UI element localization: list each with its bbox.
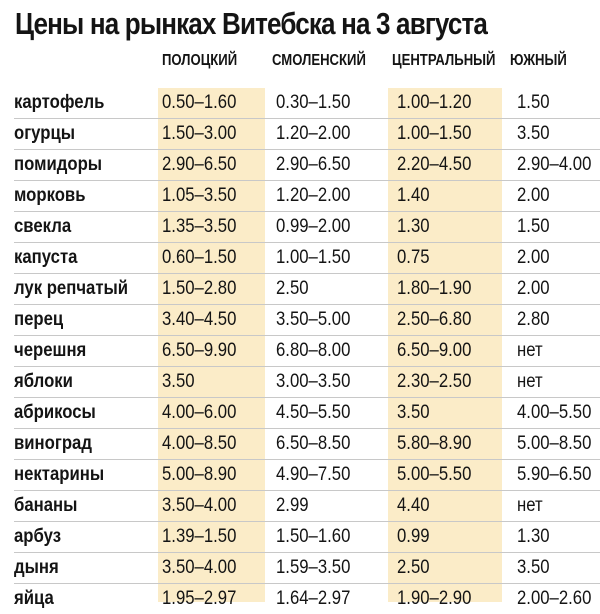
price-cell bbox=[393, 305, 513, 336]
price-cell bbox=[158, 150, 272, 181]
product-name-text: картофель bbox=[14, 88, 104, 118]
product-name bbox=[14, 119, 158, 150]
price-cell bbox=[272, 584, 393, 614]
product-name bbox=[14, 398, 158, 429]
price-cell bbox=[272, 243, 393, 274]
product-name-text: абрикосы bbox=[14, 398, 96, 428]
price-value: 4.90–7.50 bbox=[276, 460, 350, 490]
price-cell bbox=[272, 460, 393, 491]
price-cell bbox=[272, 553, 393, 584]
price-cell bbox=[158, 460, 272, 491]
price-cell bbox=[158, 367, 272, 398]
price-value: 4.00–5.50 bbox=[517, 398, 591, 428]
price-value: 6.50–9.90 bbox=[162, 336, 236, 366]
price-cell bbox=[272, 398, 393, 429]
product-name-text: помидоры bbox=[14, 150, 102, 180]
price-cell bbox=[513, 212, 600, 243]
price-cell bbox=[513, 398, 600, 429]
product-name bbox=[14, 336, 158, 367]
price-value: 2.00–2.60 bbox=[517, 584, 591, 614]
price-value: 3.50 bbox=[517, 119, 550, 149]
price-cell bbox=[272, 522, 393, 553]
price-cell bbox=[513, 522, 600, 553]
price-value: 1.20–2.00 bbox=[276, 119, 350, 149]
price-value: 0.99–2.00 bbox=[276, 212, 350, 242]
price-cell bbox=[272, 305, 393, 336]
price-value: 1.50–3.00 bbox=[162, 119, 236, 149]
price-cell bbox=[272, 119, 393, 150]
price-cell bbox=[393, 212, 513, 243]
price-value: 2.00 bbox=[517, 274, 550, 304]
price-cell bbox=[158, 584, 272, 614]
table-row bbox=[14, 150, 600, 181]
price-cell bbox=[393, 243, 513, 274]
product-name bbox=[14, 212, 158, 243]
price-value: 5.00–5.50 bbox=[397, 460, 471, 490]
price-cell bbox=[272, 367, 393, 398]
price-value: 4.50–5.50 bbox=[276, 398, 350, 428]
price-cell bbox=[513, 429, 600, 460]
price-value: 2.00 bbox=[517, 181, 550, 211]
price-cell bbox=[272, 212, 393, 243]
price-value: 3.40–4.50 bbox=[162, 305, 236, 335]
table-row bbox=[14, 367, 600, 398]
price-value: 1.50–1.60 bbox=[276, 522, 350, 552]
price-value: 1.05–3.50 bbox=[162, 181, 236, 211]
price-value: 5.00–8.90 bbox=[162, 460, 236, 490]
price-cell bbox=[158, 243, 272, 274]
price-value: 3.50 bbox=[517, 553, 550, 583]
price-cell bbox=[158, 212, 272, 243]
product-name-text: бананы bbox=[14, 491, 77, 521]
product-name-text: нектарины bbox=[14, 460, 104, 490]
price-value: 0.75 bbox=[397, 243, 430, 273]
price-cell bbox=[393, 150, 513, 181]
price-value: 0.99 bbox=[397, 522, 430, 552]
price-cell bbox=[393, 274, 513, 305]
price-cell bbox=[393, 460, 513, 491]
product-name bbox=[14, 150, 158, 181]
price-cell bbox=[393, 181, 513, 212]
price-value: 1.90–2.90 bbox=[397, 584, 471, 614]
price-cell bbox=[272, 181, 393, 212]
price-value: 5.90–6.50 bbox=[517, 460, 591, 490]
product-name-text: виноград bbox=[14, 429, 92, 459]
price-cell bbox=[513, 181, 600, 212]
price-cell bbox=[513, 367, 600, 398]
price-value: 1.20–2.00 bbox=[276, 181, 350, 211]
price-cell bbox=[158, 336, 272, 367]
table-row bbox=[14, 119, 600, 150]
price-value: 0.50–1.60 bbox=[162, 88, 236, 118]
table-row bbox=[14, 305, 600, 336]
price-cell bbox=[513, 553, 600, 584]
price-cell bbox=[158, 429, 272, 460]
price-cell bbox=[158, 88, 272, 119]
product-name-text: яйца bbox=[14, 584, 54, 614]
table-row bbox=[14, 584, 600, 614]
price-cell bbox=[393, 522, 513, 553]
price-value: 1.35–3.50 bbox=[162, 212, 236, 242]
price-value: 2.20–4.50 bbox=[397, 150, 471, 180]
price-cell bbox=[513, 460, 600, 491]
price-cell bbox=[513, 584, 600, 614]
price-cell bbox=[158, 491, 272, 522]
price-cell bbox=[513, 491, 600, 522]
price-cell bbox=[393, 119, 513, 150]
price-value: 1.39–1.50 bbox=[162, 522, 236, 552]
product-name-text: перец bbox=[14, 305, 63, 335]
price-value: 2.80 bbox=[517, 305, 550, 335]
product-name bbox=[14, 460, 158, 491]
price-value: 1.00–1.50 bbox=[276, 243, 350, 273]
price-cell bbox=[513, 305, 600, 336]
price-cell bbox=[272, 150, 393, 181]
table-row bbox=[14, 491, 600, 522]
price-cell bbox=[158, 398, 272, 429]
table-row bbox=[14, 398, 600, 429]
price-cell bbox=[393, 336, 513, 367]
product-name-text: огурцы bbox=[14, 119, 75, 149]
product-name-text: лук репчатый bbox=[14, 274, 128, 304]
product-name-text: дыня bbox=[14, 553, 59, 583]
price-cell bbox=[393, 553, 513, 584]
product-name bbox=[14, 367, 158, 398]
price-value: 5.80–8.90 bbox=[397, 429, 471, 459]
price-cell bbox=[272, 429, 393, 460]
price-value: 3.00–3.50 bbox=[276, 367, 350, 397]
price-value: нет bbox=[517, 367, 543, 397]
product-name bbox=[14, 522, 158, 553]
product-name-text: яблоки bbox=[14, 367, 73, 397]
price-value: 2.90–6.50 bbox=[162, 150, 236, 180]
price-table bbox=[14, 88, 600, 614]
price-cell bbox=[158, 274, 272, 305]
product-name-text: арбуз bbox=[14, 522, 61, 552]
product-name bbox=[14, 88, 158, 119]
price-cell bbox=[272, 88, 393, 119]
price-value: 6.80–8.00 bbox=[276, 336, 350, 366]
column-header-centralny: ЦЕНТРАЛЬНЫЙ bbox=[392, 52, 495, 70]
price-value: 1.95–2.97 bbox=[162, 584, 236, 614]
price-value: 1.59–3.50 bbox=[276, 553, 350, 583]
price-value: 1.50 bbox=[517, 212, 550, 242]
price-cell bbox=[158, 522, 272, 553]
price-cell bbox=[158, 305, 272, 336]
price-value: 4.00–8.50 bbox=[162, 429, 236, 459]
price-value: 1.50–2.80 bbox=[162, 274, 236, 304]
table-row bbox=[14, 336, 600, 367]
table-row bbox=[14, 181, 600, 212]
price-value: 6.50–9.00 bbox=[397, 336, 471, 366]
price-cell bbox=[513, 150, 600, 181]
column-header-polotsky: ПОЛОЦКИЙ bbox=[162, 52, 237, 70]
price-cell bbox=[513, 274, 600, 305]
price-value: 3.50–5.00 bbox=[276, 305, 350, 335]
price-value: 2.90–4.00 bbox=[517, 150, 591, 180]
table-row bbox=[14, 88, 600, 119]
price-cell bbox=[393, 491, 513, 522]
price-cell bbox=[393, 398, 513, 429]
price-value: 2.50 bbox=[397, 553, 430, 583]
price-value: 0.30–1.50 bbox=[276, 88, 350, 118]
price-value: 2.30–2.50 bbox=[397, 367, 471, 397]
product-name bbox=[14, 553, 158, 584]
price-value: нет bbox=[517, 491, 543, 521]
price-cell bbox=[272, 336, 393, 367]
price-value: 5.00–8.50 bbox=[517, 429, 591, 459]
column-header-smolensky: СМОЛЕНСКИЙ bbox=[272, 52, 366, 70]
price-value: 2.50 bbox=[276, 274, 309, 304]
price-value: 1.00–1.20 bbox=[397, 88, 471, 118]
product-name bbox=[14, 274, 158, 305]
price-cell bbox=[393, 584, 513, 614]
price-cell bbox=[513, 88, 600, 119]
product-name bbox=[14, 305, 158, 336]
price-value: 1.30 bbox=[397, 212, 430, 242]
price-value: 4.00–6.00 bbox=[162, 398, 236, 428]
page-title: Цены на рынках Витебска на 3 августа bbox=[15, 6, 502, 42]
price-value: 1.40 bbox=[397, 181, 430, 211]
price-value: 1.80–1.90 bbox=[397, 274, 471, 304]
price-cell bbox=[272, 491, 393, 522]
price-cell bbox=[158, 119, 272, 150]
table-row bbox=[14, 243, 600, 274]
price-value: 2.99 bbox=[276, 491, 309, 521]
price-value: 6.50–8.50 bbox=[276, 429, 350, 459]
price-value: 2.90–6.50 bbox=[276, 150, 350, 180]
product-name bbox=[14, 181, 158, 212]
table-row bbox=[14, 274, 600, 305]
price-value: 2.50–6.80 bbox=[397, 305, 471, 335]
table-row bbox=[14, 553, 600, 584]
price-value: 3.50–4.00 bbox=[162, 553, 236, 583]
price-value: 3.50 bbox=[397, 398, 430, 428]
product-name bbox=[14, 429, 158, 460]
price-value: 4.40 bbox=[397, 491, 430, 521]
price-cell bbox=[513, 243, 600, 274]
price-cell bbox=[393, 429, 513, 460]
price-value: 1.50 bbox=[517, 88, 550, 118]
price-value: 3.50 bbox=[162, 367, 195, 397]
table-row bbox=[14, 460, 600, 491]
price-value: 3.50–4.00 bbox=[162, 491, 236, 521]
product-name bbox=[14, 243, 158, 274]
price-cell bbox=[393, 88, 513, 119]
price-value: 1.00–1.50 bbox=[397, 119, 471, 149]
price-cell bbox=[158, 553, 272, 584]
column-header-yuzhny: ЮЖНЫЙ bbox=[510, 52, 567, 70]
price-value: 2.00 bbox=[517, 243, 550, 273]
price-cell bbox=[513, 119, 600, 150]
table-row bbox=[14, 212, 600, 243]
table-row bbox=[14, 429, 600, 460]
product-name-text: свекла bbox=[14, 212, 71, 242]
price-value: 0.60–1.50 bbox=[162, 243, 236, 273]
product-name bbox=[14, 584, 158, 614]
price-cell bbox=[272, 274, 393, 305]
price-cell bbox=[393, 367, 513, 398]
product-name-text: капуста bbox=[14, 243, 77, 273]
product-name bbox=[14, 491, 158, 522]
price-cell bbox=[513, 336, 600, 367]
product-name-text: черешня bbox=[14, 336, 86, 366]
price-value: нет bbox=[517, 336, 543, 366]
price-value: 1.64–2.97 bbox=[276, 584, 350, 614]
product-name-text: морковь bbox=[14, 181, 86, 211]
price-cell bbox=[158, 181, 272, 212]
price-value: 1.30 bbox=[517, 522, 550, 552]
table-row bbox=[14, 522, 600, 553]
